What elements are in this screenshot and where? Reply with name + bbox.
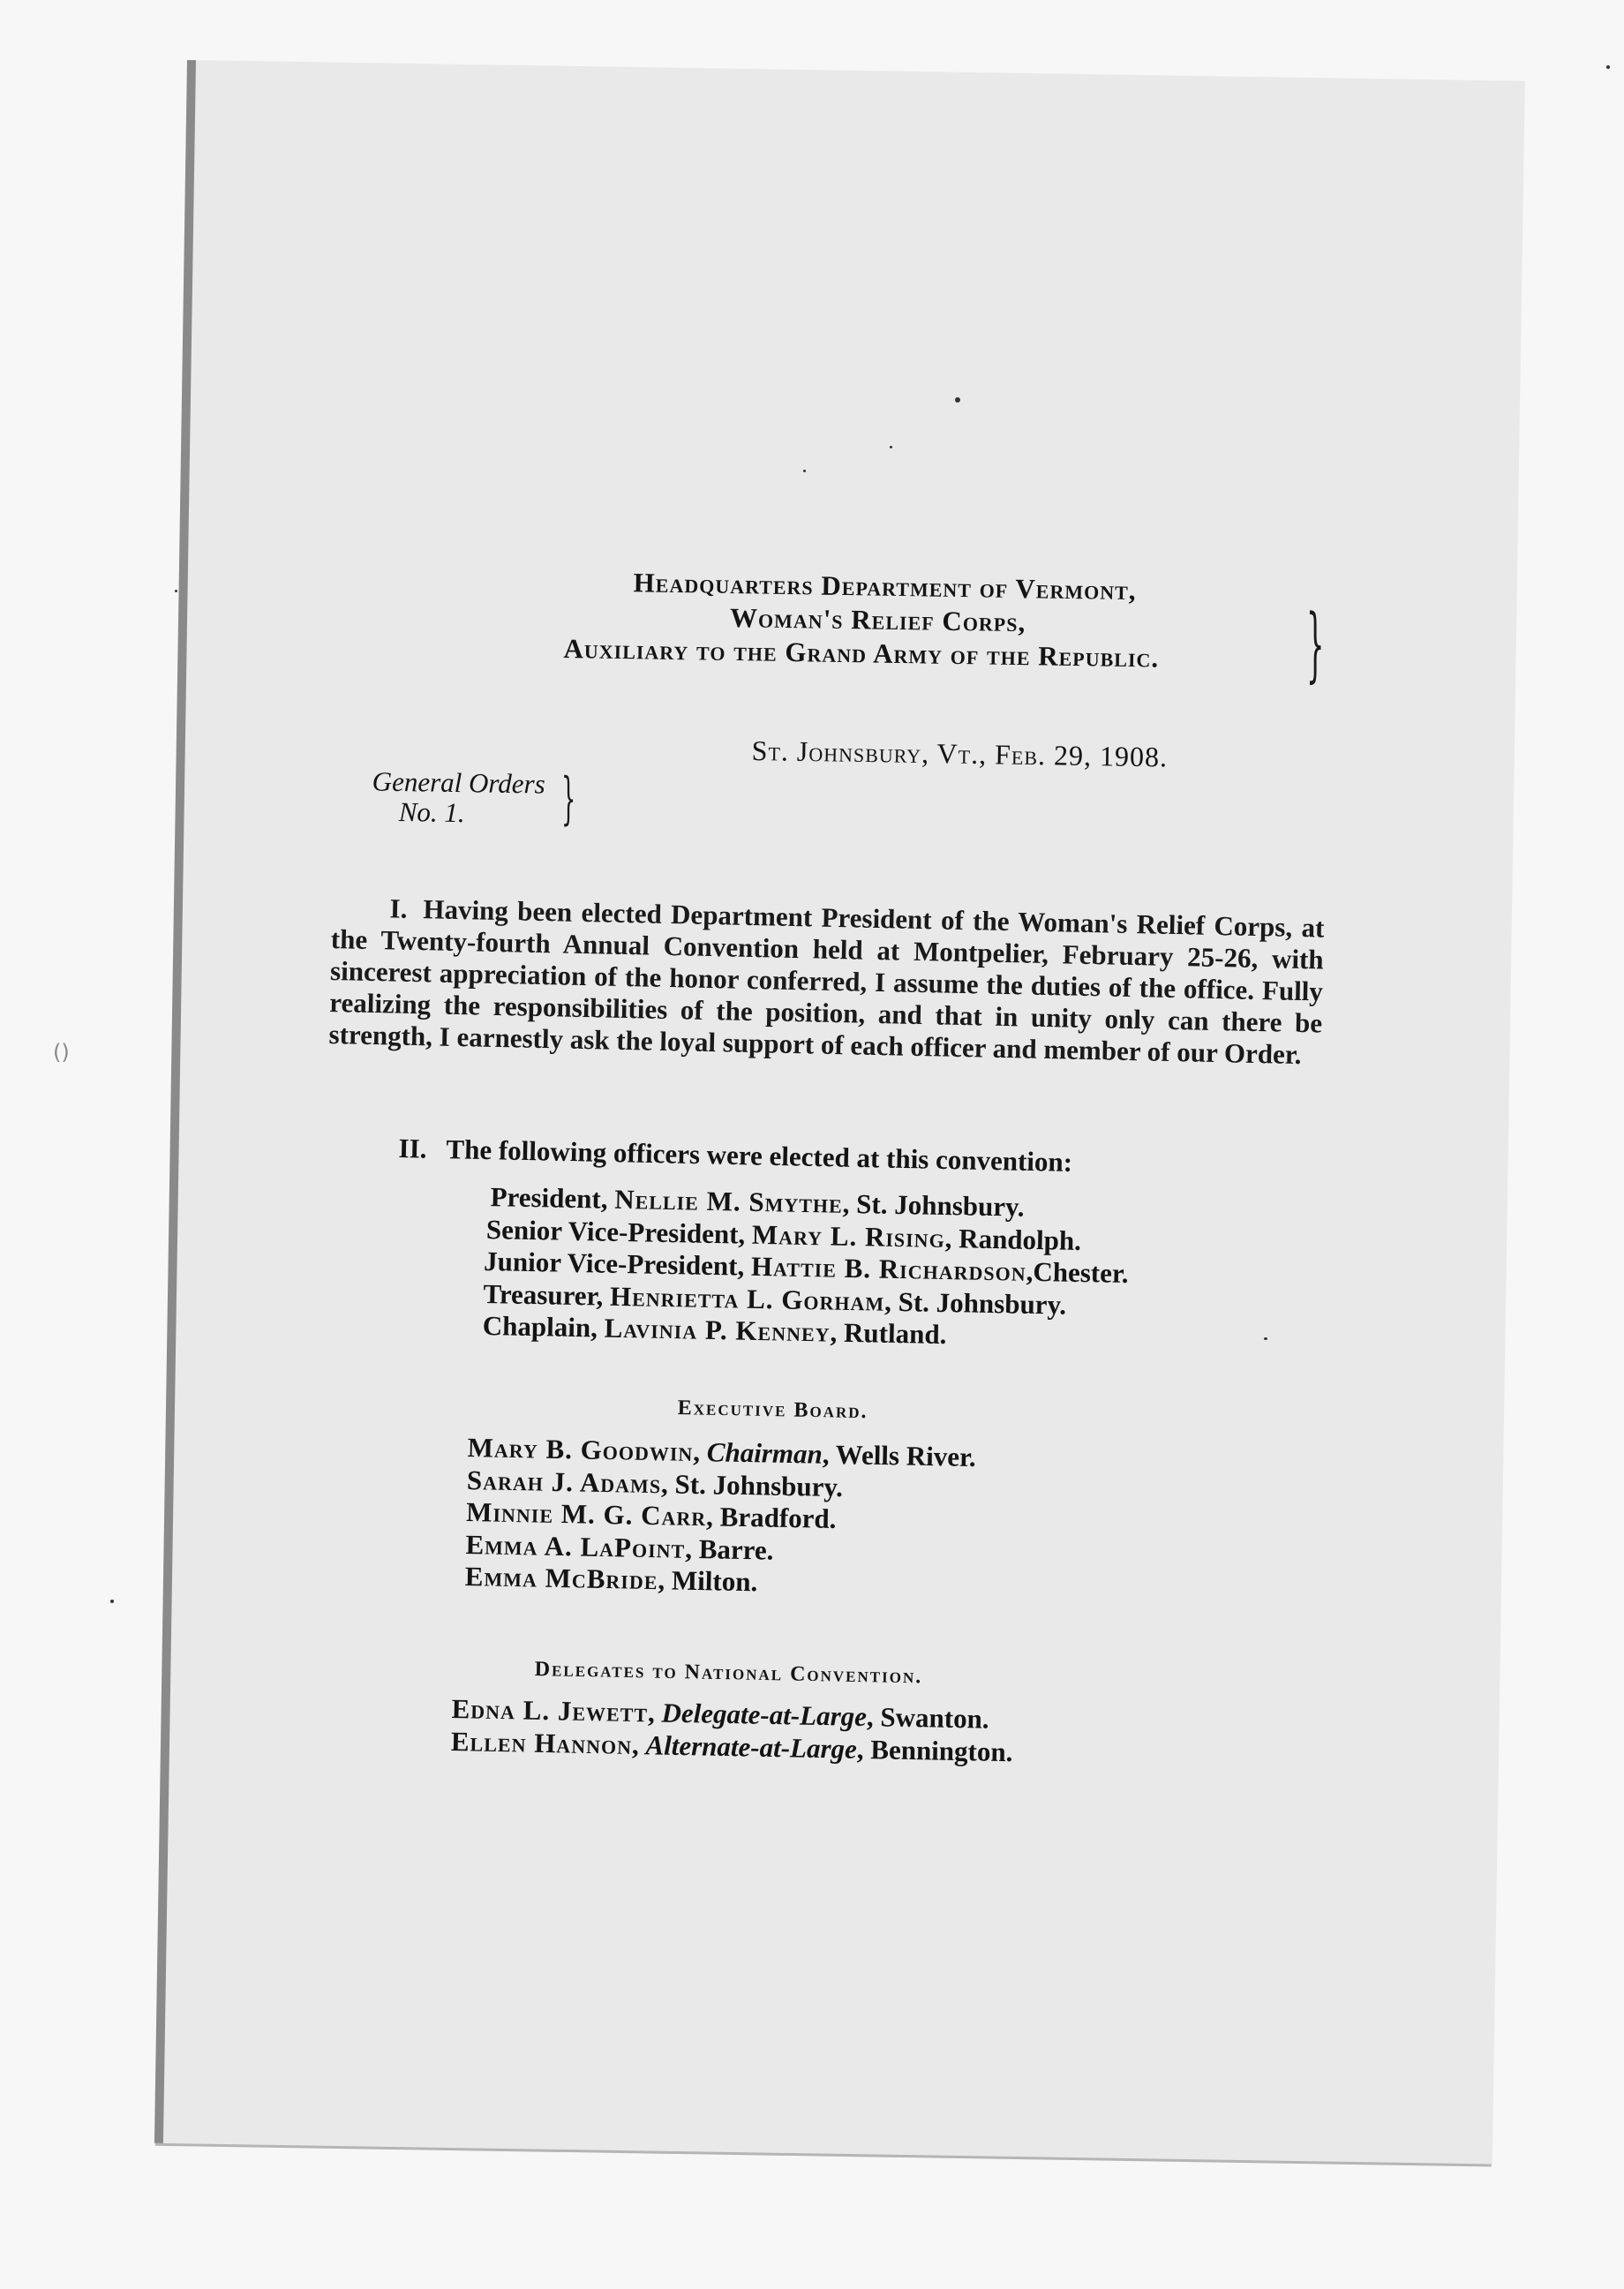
officer-name: Hattie B. Richardson	[750, 1250, 1027, 1287]
officer-name: Henrietta L. Gorham	[609, 1280, 885, 1317]
board-member-row: Sarah J. Adams, St. Johnsbury.	[466, 1464, 844, 1502]
officer-name: Mary L. Rising	[751, 1218, 946, 1254]
board-member-name: Emma McBride	[464, 1560, 658, 1596]
delegate-name: Edna L. Jewett	[451, 1693, 649, 1728]
scan-speck	[1606, 65, 1610, 69]
dateline: St. Johnsbury, Vt., Feb. 29, 1908.	[751, 734, 1169, 773]
letterhead-line-2: Woman's Relief Corps,	[729, 601, 1026, 638]
scan-speck	[955, 397, 960, 403]
delegate-row: Edna L. Jewett, Delegate-at-Large, Swanton.	[451, 1693, 989, 1735]
board-member-row: Emma A. LaPoint, Barre.	[465, 1528, 774, 1566]
board-member-name: Minnie M. G. Carr	[465, 1495, 707, 1532]
general-orders-label	[343, 766, 574, 830]
board-member-row: Minnie M. G. Carr, Bradford.	[465, 1495, 837, 1535]
section-2-intro	[398, 1133, 1072, 1178]
section-1-text: Having been elected Department President of the Woman's Relief Corps, at the Twenty-fourth Annual Convention held at Montpelier, February 25-26, with sincerest appreciation of the honor conferred, I assume the duties of the office. Fully realizing the responsibilities of the position, and that in unity only can there be strength, I earnestly ask the loyal support of each officer and member of our Order.	[328, 893, 1325, 1071]
delegate-role: Delegate-at-Large	[661, 1697, 868, 1733]
officer-row: Senior Vice-President, Mary L. Rising, Randolph.	[485, 1213, 1082, 1256]
delegate-role: Alternate-at-Large	[645, 1728, 858, 1765]
general-orders-number: No. 1.	[398, 795, 465, 829]
executive-board-heading: Executive Board.	[677, 1397, 868, 1424]
general-orders-line-1: General Orders	[372, 765, 546, 800]
section-1-numeral: I.	[389, 892, 408, 924]
officer-row: Chaplain, Lavinia P. Kenney, Rutland.	[482, 1309, 947, 1351]
scan-speck	[175, 590, 177, 592]
letterhead-line-1: Headquarters Department of Vermont,	[633, 567, 1137, 606]
delegate-name: Ellen Hannon	[450, 1725, 633, 1760]
board-member-role: Chairman	[706, 1436, 823, 1470]
delegate-row: Ellen Hannon, Alternate-at-Large, Bennington.	[450, 1725, 1013, 1767]
board-member-name: Sarah J. Adams	[466, 1464, 662, 1499]
section-2-intro-text: The following officers were elected at this convention:	[446, 1133, 1073, 1178]
board-member-row: Mary B. Goodwin, Chairman, Wells River.	[467, 1432, 977, 1473]
general-orders-brace: }	[561, 766, 576, 832]
officer-row: Junior Vice-President, Hattie B. Richardson,Chester.	[483, 1245, 1129, 1290]
executive-board-list	[464, 1432, 976, 1603]
letterhead	[563, 565, 1324, 677]
officers-list	[482, 1181, 1130, 1354]
board-member-row: Emma McBride, Milton.	[464, 1560, 758, 1598]
scan-speck	[890, 446, 892, 448]
letterhead-line-3: Auxiliary to the Grand Army of the Republic.	[563, 632, 1160, 674]
officer-name: Lavinia P. Kenney	[604, 1312, 831, 1348]
section-1-paragraph	[328, 892, 1325, 1072]
board-member-name: Mary B. Goodwin	[467, 1432, 694, 1467]
margin-mark: ()	[53, 1040, 70, 1065]
section-2-numeral: II.	[398, 1133, 427, 1164]
delegates-list	[451, 1693, 1014, 1768]
scan-speck	[110, 1600, 114, 1603]
officer-row: Treasurer, Henrietta L. Gorham, St. Johnsbury.	[483, 1277, 1067, 1321]
officer-name: Nellie M. Smythe	[613, 1183, 844, 1219]
scan-speck	[1264, 1337, 1267, 1340]
delegates-heading: Delegates to National Convention.	[534, 1658, 923, 1689]
officer-row: President, Nellie M. Smythe, St. Johnsbury.	[490, 1181, 1025, 1223]
board-member-name: Emma A. LaPoint	[465, 1528, 686, 1564]
scan-speck	[803, 470, 806, 472]
letterhead-brace: }	[1306, 597, 1325, 691]
